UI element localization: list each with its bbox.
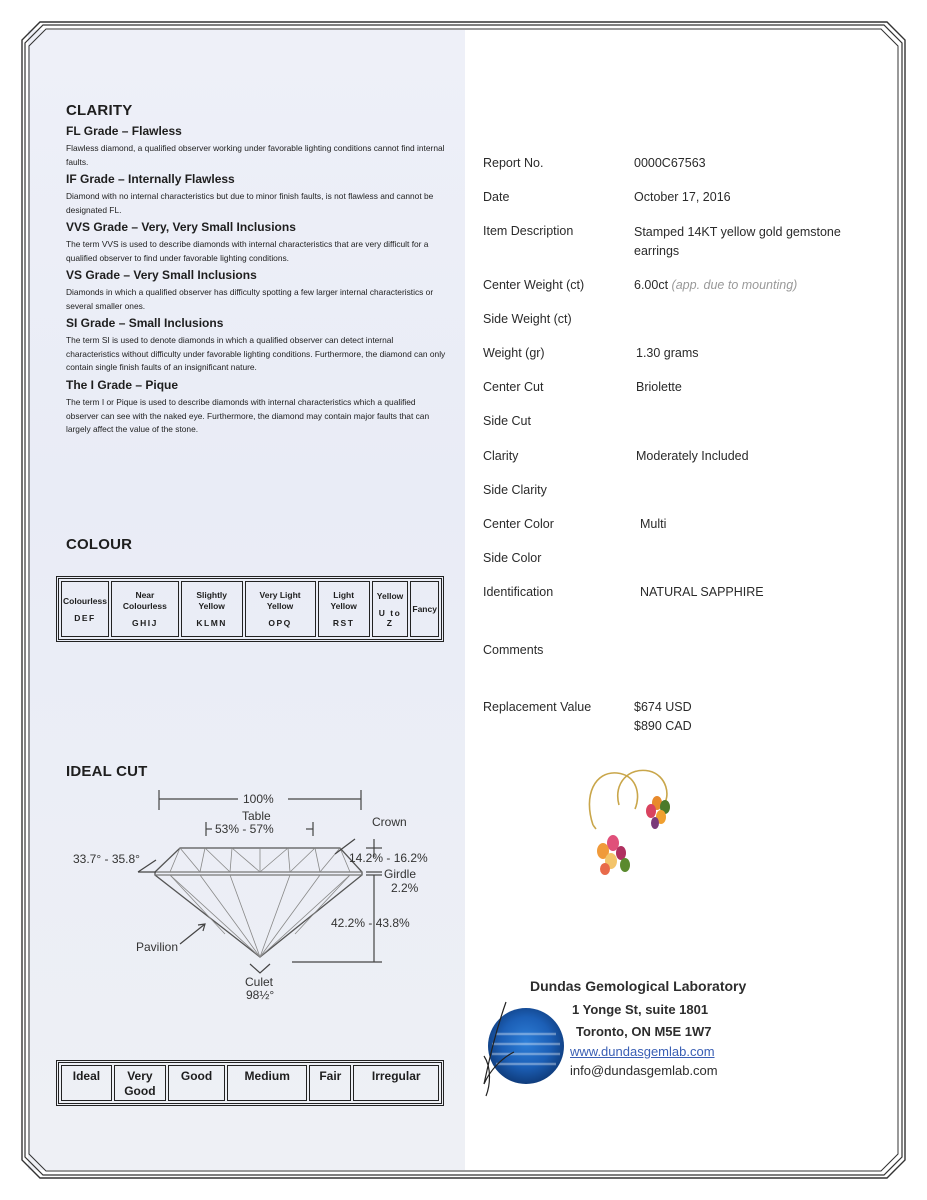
clarity-grade-si: SI Grade – Small Inclusions xyxy=(66,316,224,330)
lab-address-line2: Toronto, ON M5E 1W7 xyxy=(576,1024,712,1039)
colour-label: Slightly Yellow xyxy=(196,590,228,611)
clarity-value: Moderately Included xyxy=(636,449,749,463)
colour-scale-table xyxy=(56,576,444,642)
item-description-value: Stamped 14KT yellow gold gemstone earrings xyxy=(634,225,841,258)
cut-crown-height: 14.2% - 16.2% xyxy=(349,851,428,865)
colour-code: GHIJ xyxy=(131,618,158,628)
replacement-value-label: Replacement Value xyxy=(483,700,592,714)
center-weight-value-row xyxy=(634,276,874,295)
cut-pavilion-label: Pavilion xyxy=(136,940,179,954)
colour-label: Near Colourless xyxy=(122,590,167,611)
identification-value: NATURAL SAPPHIRE xyxy=(640,585,764,599)
colour-code: DEF xyxy=(74,612,96,623)
hologram-seal xyxy=(480,996,576,1100)
cut-pavilion-depth: 42.2% - 43.8% xyxy=(331,916,410,930)
cut-table-pct: 53% - 57% xyxy=(215,822,274,836)
center-weight-note: (app. due to mounting) xyxy=(671,278,798,292)
colour-label: Fancy xyxy=(412,603,437,614)
cut-grade-cell: Medium xyxy=(227,1065,307,1101)
colour-cell xyxy=(318,581,370,637)
weight-gr-label: Weight (gr) xyxy=(483,346,545,360)
colour-label: Very Light Yellow xyxy=(259,590,301,611)
side-weight-label: Side Weight (ct) xyxy=(483,312,572,326)
colour-code: OPQ xyxy=(268,618,292,628)
colour-cell xyxy=(181,581,243,637)
center-color-value: Multi xyxy=(640,517,667,531)
colour-code: RST xyxy=(332,618,355,628)
cut-grade-cell: Ideal xyxy=(61,1065,112,1101)
item-description-label: Item Description xyxy=(483,224,574,238)
comments-label: Comments xyxy=(483,643,544,657)
ideal-cut-diagram xyxy=(60,784,440,1009)
colour-cell xyxy=(245,581,316,637)
cut-grade-cell: Irregular xyxy=(353,1065,439,1101)
earrings-photo xyxy=(575,765,685,885)
replacement-value-cad: $890 CAD xyxy=(634,719,692,733)
side-clarity-label: Side Clarity xyxy=(483,483,547,497)
colour-code: U to Z xyxy=(378,607,402,628)
cut-grade-cell: Fair xyxy=(309,1065,351,1101)
colour-label: Light Yellow xyxy=(330,590,357,611)
replacement-value-usd: $674 USD xyxy=(634,700,692,714)
clarity-desc-if: Diamond with no internal characteristics but due to minor finish faults, is not flawless and cannot be designated FL. xyxy=(66,191,434,215)
seal-disc xyxy=(488,1008,564,1084)
colour-title: COLOUR xyxy=(66,536,133,553)
cut-grade-cell: Good xyxy=(168,1065,225,1101)
cut-crown-angle: 33.7° - 35.8° xyxy=(73,852,140,866)
identification-label: Identification xyxy=(483,585,554,599)
clarity-grade-i: The I Grade – Pique xyxy=(66,378,179,392)
cut-grade-cell: Very Good xyxy=(114,1065,166,1101)
date-value: October 17, 2016 xyxy=(634,190,731,204)
clarity-grade-vvs: VVS Grade – Very, Very Small Inclusions xyxy=(66,220,296,234)
colour-code: KLMN xyxy=(196,618,227,628)
center-cut-label: Center Cut xyxy=(483,380,544,394)
center-color-label: Center Color xyxy=(483,517,554,531)
cut-width-label: 100% xyxy=(243,792,274,806)
cut-crown-label: Crown xyxy=(372,815,407,829)
colour-label: Yellow xyxy=(376,590,404,601)
clarity-desc-vs: Diamonds in which a qualified observer has difficulty spotting a few larger internal characteristics or several smaller ones. xyxy=(66,287,434,311)
colour-cell xyxy=(61,581,109,637)
date-label: Date xyxy=(483,190,510,204)
clarity-desc-i: The term I or Pique is used to describe diamonds with internal characteristics which a qualified observer can see with the naked eye. Furthermore, the diamond may contain major faults that can largely affect the value of the stone. xyxy=(66,397,430,434)
colour-cell xyxy=(372,581,409,637)
clarity-desc-si: The term SI is used to denote diamonds in which a qualified observer can detect internal characteristics without difficulty under favorable lighting conditions. Furthermore, the diamond can only contain single finish faults of an insignificant nature. xyxy=(66,335,446,372)
center-cut-value: Briolette xyxy=(636,380,682,394)
cut-girdle-label: Girdle xyxy=(384,867,417,881)
colour-cell xyxy=(410,581,439,637)
clarity-desc-vvs: The term VVS is used to describe diamonds with internal characteristics that are very difficult for a qualified observer to find under favorable lighting conditions. xyxy=(66,239,429,263)
lab-email: info@dundasgemlab.com xyxy=(570,1063,718,1078)
clarity-label: Clarity xyxy=(483,449,519,463)
side-cut-label: Side Cut xyxy=(483,414,531,428)
report-no-label: Report No. xyxy=(483,156,544,170)
lab-name: Dundas Gemological Laboratory xyxy=(530,978,747,994)
cut-table-label: Table xyxy=(242,809,271,823)
clarity-desc-fl: Flawless diamond, a qualified observer working under favorable lighting conditions cannot find internal faults. xyxy=(66,143,445,167)
cut-girdle-pct: 2.2% xyxy=(391,881,419,895)
clarity-title: CLARITY xyxy=(66,102,133,119)
clarity-grade-fl: FL Grade – Flawless xyxy=(66,124,182,138)
center-weight-value: 6.00ct xyxy=(634,278,669,292)
side-color-label: Side Color xyxy=(483,551,542,565)
cut-culet-label: Culet xyxy=(245,975,274,989)
report-no-value: 0000C67563 xyxy=(634,156,706,170)
lab-website-link[interactable]: www.dundasgemlab.com xyxy=(570,1044,715,1059)
cut-grade-table xyxy=(56,1060,444,1106)
clarity-grade-vs: VS Grade – Very Small Inclusions xyxy=(66,268,257,282)
weight-gr-value: 1.30 grams xyxy=(636,346,699,360)
center-weight-label: Center Weight (ct) xyxy=(483,278,585,292)
lab-address-line1: 1 Yonge St, suite 1801 xyxy=(572,1002,709,1017)
ideal-cut-title: IDEAL CUT xyxy=(66,763,148,780)
clarity-grade-if: IF Grade – Internally Flawless xyxy=(66,172,235,186)
colour-cell xyxy=(111,581,179,637)
cut-culet-value: 98½° xyxy=(246,988,275,1002)
colour-label: Colourless xyxy=(63,595,107,606)
lab-website-row xyxy=(570,1044,715,1059)
